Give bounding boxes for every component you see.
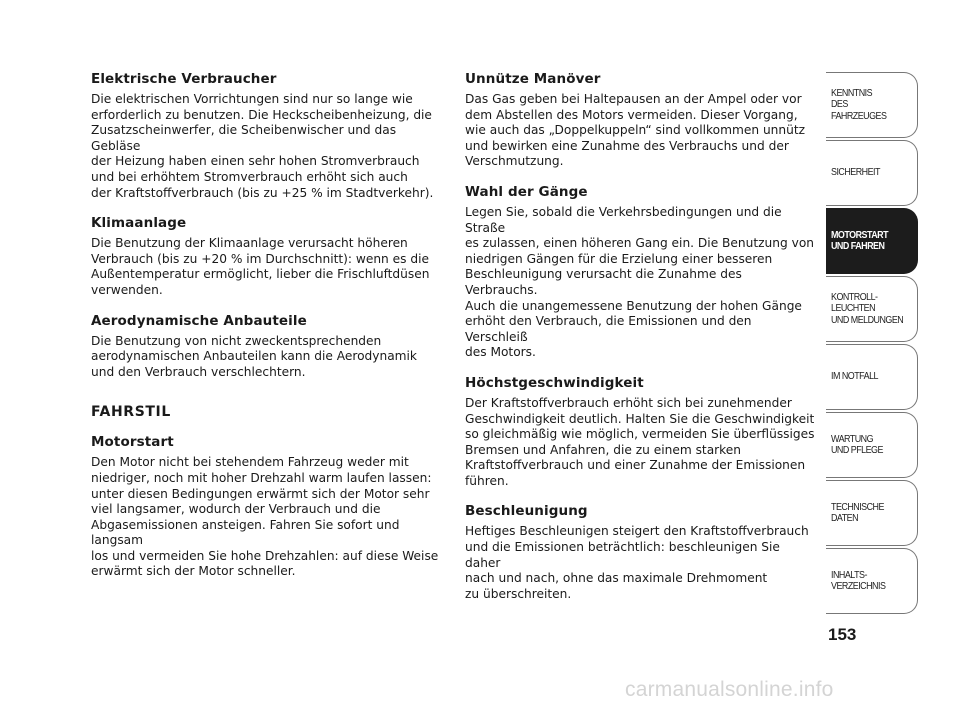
heading-top-speed: Höchstgeschwindigkeit xyxy=(465,374,644,391)
section-electrical-consumers xyxy=(91,70,441,201)
paragraph-useless-maneuvers: Das Gas geben bei Haltepausen an der Ampel oder vor dem Abstellen des Motors vermeiden. Dieser Vorgang, wie auch das „Doppelkuppeln“ sind vollkommen unnütz und bewirken eine Zunahme des Verbrauchs und der Verschmutzung. xyxy=(465,92,806,169)
tab-label: KONTROLL- LEUCHTEN UND MELDUNGEN xyxy=(831,290,904,326)
heading-useless-maneuvers: Unnütze Manöver xyxy=(465,71,601,87)
heading-acceleration: Beschleunigung xyxy=(465,503,588,520)
tab-inhaltsverzeichnis[interactable] xyxy=(826,548,918,614)
tab-label: INHALTS- VERZEICHNIS xyxy=(831,568,886,592)
chapter-tabs xyxy=(826,72,918,616)
tab-label: MOTORSTART UND FAHREN xyxy=(831,228,889,252)
tab-technische-daten[interactable] xyxy=(826,480,918,546)
tab-kontrollleuchten[interactable] xyxy=(826,276,918,342)
right-column xyxy=(465,70,815,615)
section-aerodynamic-parts xyxy=(91,312,441,381)
tab-wartung-und-pflege[interactable] xyxy=(826,412,918,478)
section-useless-maneuvers xyxy=(465,70,815,170)
heading-air-conditioning: Klimaanlage xyxy=(91,215,187,232)
tab-motorstart-und-fahren[interactable] xyxy=(826,208,918,274)
paragraph-gear-choice: Legen Sie, sobald die Verkehrsbedingungen und die Straße es zulassen, einen höheren Gang ein. Die Benutzung von niedrigen Gängen für die Erzielung einer besseren Beschleunigung verursacht die Zunahme des Verbrauchs. Auch die unangemessene Benutzung der hohen Gänge erhöht den Verbrauch, die Emissionen und den Verschleiß des Motors. xyxy=(465,204,814,360)
tab-label: KENNTNIS DES FAHRZEUGES xyxy=(831,86,887,122)
page-number: 153 xyxy=(828,625,857,644)
tab-label: TECHNISCHE DATEN xyxy=(831,500,884,524)
tab-kenntnis-des-fahrzeuges[interactable] xyxy=(826,72,918,138)
section-heading-fahrstil: FAHRSTIL xyxy=(91,404,171,421)
tab-label: WARTUNG UND PFLEGE xyxy=(831,432,883,456)
tab-label: IM NOTFALL xyxy=(831,370,878,383)
paragraph-aerodynamic-parts: Die Benutzung von nicht zweckentsprechenden aerodynamischen Anbauteilen kann die Aerodynamik und den Verbrauch verschlechtern. xyxy=(91,333,417,379)
heading-electrical-consumers: Elektrische Verbraucher xyxy=(91,71,277,87)
left-column xyxy=(91,70,441,593)
paragraph-air-conditioning: Die Benutzung der Klimaanlage verursacht höheren Verbrauch (bis zu +20 % im Durchschnitt): wenn es die Außentemperatur ermöglicht, lieber die Frischluftdüsen verwenden. xyxy=(91,236,430,297)
tab-im-notfall[interactable] xyxy=(826,344,918,410)
paragraph-top-speed: Der Kraftstoffverbrauch erhöht sich bei zunehmender Geschwindigkeit deutlich. Halten Sie die Geschwindigkeit so gleichmäßig wie möglich, vermeiden Sie überflüssiges Bremsen und Anfahren, die zu einem starken Kraftstoffverbrauch und einer Zunahme der Emissionen führen. xyxy=(465,395,815,488)
paragraph-engine-start: Den Motor nicht bei stehendem Fahrzeug weder mit niedriger, noch mit hoher Drehzahl warm laufen lassen: unter diesen Bedingungen erwärmt sich der Motor sehr viel langsamer, wodurch der Verbrauch und die Abgasemissionen ansteigen. Fahren Sie sofort und langsam los und vermeiden Sie hohe Drehzahlen: auf diese Weise erwärmt sich der Motor schneller. xyxy=(91,455,439,579)
section-acceleration xyxy=(465,502,815,602)
paragraph-acceleration: Heftiges Beschleunigen steigert den Kraftstoffverbrauch und die Emissionen beträchtlich: beschleunigen Sie daher nach und nach, ohne das maximale Drehmoment zu überschreiten. xyxy=(465,524,809,601)
heading-aerodynamic-parts: Aerodynamische Anbauteile xyxy=(91,312,307,329)
section-engine-start xyxy=(91,433,441,580)
tab-sicherheit[interactable] xyxy=(826,140,918,206)
section-air-conditioning xyxy=(91,214,441,298)
section-top-speed xyxy=(465,374,815,490)
tab-label: SICHERHEIT xyxy=(831,166,880,179)
paragraph-electrical-consumers: Die elektrischen Vorrichtungen sind nur so lange wie erforderlich zu benutzen. Die Heckscheibenheizung, die Zusatzscheinwerfer, die Scheibenwischer und das Gebläse der Heizung haben einen sehr hohen Stromverbrauch und bei erhöhtem Stromverbrauch erhöht sich auch der Kraftstoffverbrauch (bis zu +25 % im Stadtverkehr). xyxy=(91,92,434,200)
heading-gear-choice: Wahl der Gänge xyxy=(465,183,588,200)
section-gear-choice xyxy=(465,183,815,361)
watermark: carmanualsonline.info xyxy=(625,678,834,701)
heading-engine-start: Motorstart xyxy=(91,434,174,451)
